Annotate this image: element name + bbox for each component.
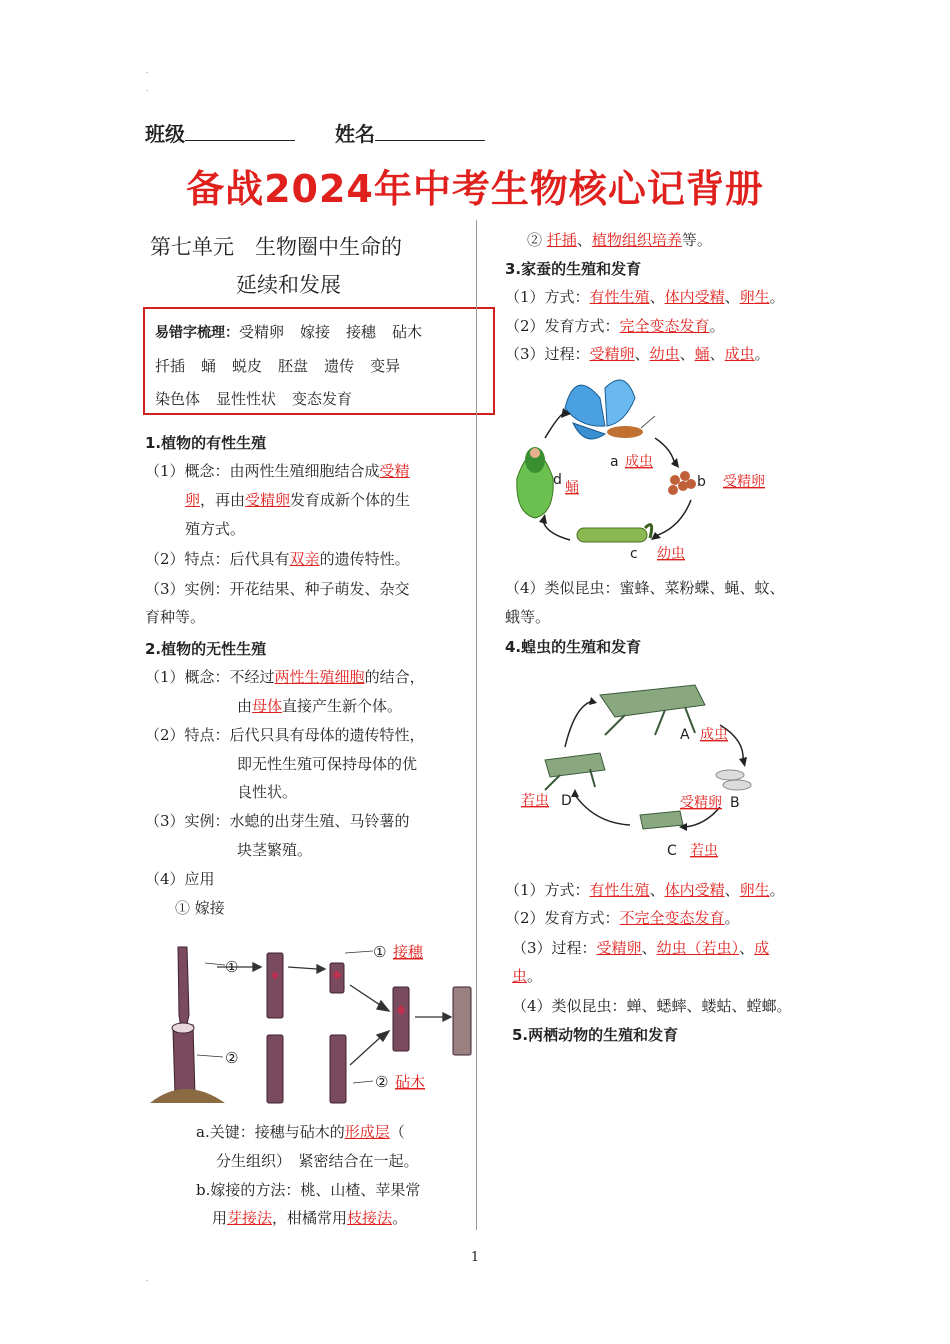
typo-word: 扦插	[155, 357, 186, 375]
locust-cycle-diagram	[505, 665, 825, 865]
s2-concept-line1: （1）概念：不经过两性生殖细胞的结合，	[145, 668, 425, 686]
soil	[150, 1089, 225, 1103]
loc-label-d: 若虫	[521, 793, 549, 809]
silk-label-b: 受精卵	[723, 474, 765, 490]
grafting-diagram	[145, 935, 475, 1110]
scion-marker: ①	[373, 943, 387, 961]
answer-blank: 扦插	[546, 231, 577, 249]
typo-word: 接穗	[346, 323, 377, 341]
s2-feature-line1: （2）特点：后代只具有母体的遗传特性，	[145, 726, 425, 744]
class-blank[interactable]	[185, 122, 295, 141]
silk-marker-d: d	[553, 472, 562, 488]
answer-blank: 幼虫	[649, 345, 680, 363]
column-divider	[476, 220, 477, 1230]
s2-example-line2: 块茎繁殖。	[237, 841, 313, 859]
section-heading-4: 4.蝗虫的生殖和发育	[505, 638, 642, 656]
silkworm-cycle-diagram	[505, 368, 825, 568]
answer-blank: 卵生	[739, 288, 770, 306]
answer-blank: 受精卵	[596, 939, 642, 957]
typo-word: 变态发育	[292, 390, 353, 408]
silk-marker-b: b	[697, 474, 706, 490]
section-heading-3: 3.家蚕的生殖和发育	[505, 260, 642, 278]
s3-similar-line1: （4）类似昆虫：蜜蜂、菜粉蝶、蝇、蚊、	[505, 579, 785, 597]
silk-marker-a: a	[610, 454, 619, 470]
answer-blank: 体内受精	[664, 288, 725, 306]
answer-blank: 形成层	[344, 1123, 390, 1141]
s4-process-line1: （3）过程：受精卵、幼虫（若虫）、成	[512, 939, 770, 957]
s2-feature-line3: 良性状。	[237, 783, 298, 801]
answer-blank: 蛹	[694, 345, 710, 363]
larva-illustration	[577, 525, 652, 542]
answer-blank: 卵生	[739, 881, 770, 899]
answer-blank: 卵	[185, 491, 201, 509]
answer-blank: 植物组织培养	[591, 231, 682, 249]
graft-marker-1: ①	[225, 958, 239, 976]
answer-blank: 不完全变态发育	[619, 909, 725, 927]
name-blank[interactable]	[375, 122, 485, 141]
answer-blank: 母体	[252, 697, 283, 715]
answer-blank: 芽接法	[227, 1209, 273, 1227]
typo-word: 遗传	[324, 357, 355, 375]
typo-row-3	[155, 382, 483, 417]
nymph-large	[545, 753, 605, 777]
s2-application: （4）应用	[145, 870, 215, 888]
s2-grafting: ① 嫁接	[175, 899, 225, 917]
answer-blank: 枝接法	[347, 1209, 393, 1227]
s3-process-line: （3）过程：受精卵、幼虫、蛹、成虫。	[505, 345, 770, 363]
typo-word: 嫁接	[300, 323, 331, 341]
answer-blank: 成虫	[724, 345, 755, 363]
s3-mode-line: （1）方式：有性生殖、体内受精、卵生。	[505, 288, 785, 306]
class-name-line	[145, 118, 525, 147]
typo-word: 胚盘	[278, 357, 309, 375]
nymph-small	[640, 811, 683, 829]
rootstock-label: 砧木	[395, 1073, 426, 1091]
answer-blank: 虫	[512, 967, 528, 985]
answer-blank: 完全变态发育	[619, 317, 710, 335]
answer-blank: 受精卵	[589, 345, 635, 363]
branch-1	[267, 953, 283, 1018]
answer-blank: 双亲	[289, 550, 320, 568]
typo-word: 蜕皮	[232, 357, 263, 375]
eggs-illustration	[668, 471, 696, 495]
corner-mark: ˙	[145, 72, 150, 82]
graft-key-line2: 分生组织） 紧密结合在一起。	[216, 1152, 419, 1170]
corner-mark: ˙	[145, 1280, 150, 1290]
answer-blank: 幼虫（若虫）	[656, 939, 740, 957]
loc-label-b: 受精卵	[680, 795, 722, 811]
graft-method-line2: 用芽接法，柑橘常用枝接法。	[212, 1209, 408, 1227]
typo-word: 受精卵	[239, 323, 285, 341]
s4-development-line: （2）发育方式：不完全变态发育。	[505, 909, 740, 927]
typo-box	[143, 307, 495, 415]
loc-marker-c: C	[667, 843, 677, 859]
locust-eggs	[716, 770, 751, 790]
s4-mode-line: （1）方式：有性生殖、体内受精、卵生。	[505, 881, 785, 899]
loc-marker-a: A	[680, 727, 690, 743]
s3-similar-line2: 蛾等。	[505, 608, 551, 626]
unit-title-line2: 延续和发展	[236, 273, 341, 297]
typo-word: 蛹	[201, 357, 217, 375]
silk-marker-c: c	[630, 546, 638, 562]
section-heading-2: 2.植物的无性生殖	[145, 640, 267, 658]
s3-development-line: （2）发育方式：完全变态发育。	[505, 317, 725, 335]
section-heading-1: 1.植物的有性生殖	[145, 434, 267, 452]
answer-blank: 有性生殖	[589, 881, 650, 899]
loc-label-a: 成虫	[700, 727, 728, 743]
loc-label-c: 若虫	[690, 843, 718, 859]
s1-feature-line: （2）特点：后代具有双亲的遗传特性。	[145, 550, 410, 568]
branch-2	[267, 1035, 283, 1103]
answer-blank: 有性生殖	[589, 288, 650, 306]
typo-word: 变异	[370, 357, 401, 375]
s4-process-line2: 虫。	[512, 967, 543, 985]
unit-title	[150, 228, 450, 304]
branch-3	[330, 1035, 346, 1103]
name-label: 姓名	[335, 122, 375, 146]
s4-similar-line: （4）类似昆虫：蝉、蟋蟀、蝼蛄、螳螂。	[512, 997, 792, 1015]
butterfly-illustration	[565, 380, 655, 439]
graft-method-line1: b.嫁接的方法：桃、山楂、苹果常	[196, 1181, 421, 1199]
typo-word: 染色体	[155, 390, 201, 408]
s1-concept-line1: （1）概念：由两性生殖细胞结合成受精	[145, 462, 410, 480]
answer-blank: 两性生殖细胞	[274, 668, 365, 686]
bound-branch	[453, 987, 471, 1055]
corner-mark: ˙	[145, 90, 150, 100]
class-label: 班级	[145, 122, 185, 146]
page-number: 1	[470, 1250, 480, 1265]
answer-blank: 体内受精	[664, 881, 725, 899]
s1-example-line1: （3）实例：开花结果、种子萌发、杂交	[145, 580, 410, 598]
typo-word: 砧木	[392, 323, 423, 341]
answer-blank: 成	[754, 939, 770, 957]
graft-key-line1: a.关键：接穗与砧木的形成层（	[196, 1123, 405, 1141]
scion-label: 接穗	[393, 943, 424, 961]
section-heading-5: 5.两栖动物的生殖和发育	[512, 1026, 679, 1044]
typo-row-1	[155, 315, 483, 351]
r-top-line: ② 扦插、植物组织培养等。	[527, 231, 712, 249]
rootstock-stump	[173, 1025, 195, 1095]
page-title: 备战2024年中考生物核心记背册	[186, 167, 764, 211]
s1-concept-line3: 殖方式。	[185, 520, 246, 538]
adult-locust	[600, 685, 705, 717]
silk-label-a: 成虫	[625, 454, 653, 470]
loc-marker-d: D	[561, 793, 572, 809]
silk-label-c: 幼虫	[657, 546, 685, 562]
s2-example-line1: （3）实例：水螅的出芽生殖、马铃薯的	[145, 812, 410, 830]
unit-title-line1: 第七单元 生物圈中生命的	[150, 235, 402, 259]
answer-blank: 受精	[379, 462, 410, 480]
s1-example-line2: 育种等。	[145, 608, 206, 626]
s1-concept-line2: 卵，再由受精卵发育成新个体的生	[185, 491, 411, 509]
typo-row-2	[155, 349, 483, 384]
answer-blank: 受精卵	[245, 491, 291, 509]
s2-concept-line2: 由母体直接产生新个体。	[237, 697, 403, 715]
typo-word: 显性性状	[216, 390, 277, 408]
joined-branch	[393, 987, 409, 1051]
typo-label: 易错字梳理：	[155, 325, 239, 341]
silk-label-d: 蛹	[565, 480, 579, 496]
loc-marker-b: B	[730, 795, 740, 811]
rootstock-marker: ②	[375, 1073, 389, 1091]
graft-marker-2: ②	[225, 1049, 239, 1067]
pupa-illustration	[517, 447, 553, 518]
s2-feature-line2: 即无性生殖可保持母体的优	[237, 755, 418, 773]
